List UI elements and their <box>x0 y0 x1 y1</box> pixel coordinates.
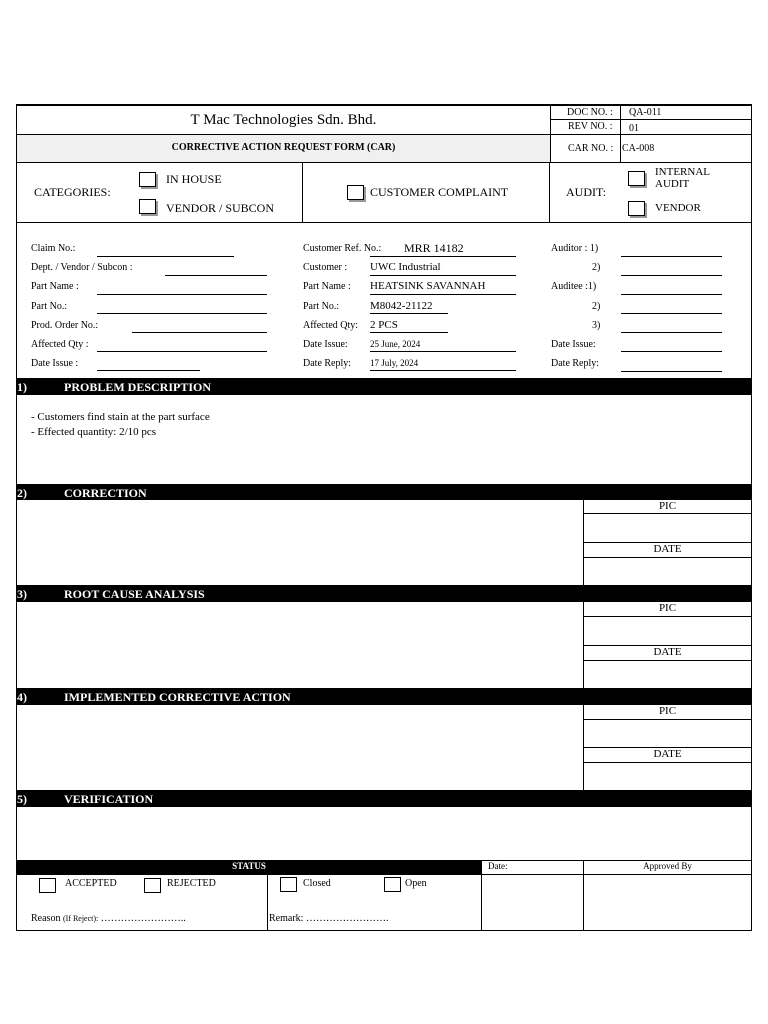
vendor-audit-label: VENDOR <box>655 202 701 214</box>
internal-audit-label-2: AUDIT <box>655 178 690 190</box>
dept-field[interactable] <box>165 275 267 276</box>
prod-order-field[interactable] <box>132 332 267 333</box>
root-cause-pic-field[interactable] <box>584 617 751 645</box>
in-house-label: IN HOUSE <box>166 172 222 186</box>
audit-date-issue-label: Date Issue: <box>551 339 596 350</box>
problem-line-1: - Customers find stain at the part surface <box>31 411 210 423</box>
customer-complaint-checkbox[interactable] <box>347 185 364 200</box>
doc-no-value: QA-011 <box>629 107 662 118</box>
auditee-2-label: 2) <box>592 301 601 312</box>
dept-label: Dept. / Vendor / Subcon : <box>31 262 133 273</box>
corrective-action-pic-field[interactable] <box>584 720 751 747</box>
status-date-field[interactable] <box>482 875 583 930</box>
audit-date-reply-label: Date Reply: <box>551 358 600 369</box>
auditor-1-field[interactable] <box>621 256 722 257</box>
part-no-field[interactable] <box>97 313 267 314</box>
closed-label: Closed <box>303 878 331 889</box>
part-name-label-2: Part Name : <box>303 281 351 292</box>
corrective-action-pic-label: PIC <box>658 705 677 717</box>
customer-value: UWC Industrial <box>370 261 441 273</box>
section-5-number: 5) <box>17 792 27 806</box>
root-cause-date-field[interactable] <box>584 661 751 688</box>
closed-checkbox[interactable] <box>280 877 297 892</box>
correction-pic-label: PIC <box>658 500 677 512</box>
rev-no-value: 01 <box>629 123 639 134</box>
car-no-value: CA-008 <box>622 143 655 154</box>
auditor-2-label: 2) <box>592 262 601 273</box>
auditee-3-label: 3) <box>592 320 601 331</box>
status-header: STATUS <box>232 861 266 871</box>
rejected-checkbox[interactable] <box>144 878 161 893</box>
part-no-label-2: Part No.: <box>303 301 340 312</box>
prod-order-label: Prod. Order No.: <box>31 320 99 331</box>
audit-date-issue-field[interactable] <box>621 351 722 352</box>
vendor-subcon-label: VENDOR / SUBCON <box>166 201 275 215</box>
affected-qty-field[interactable] <box>97 351 267 352</box>
approved-by-label: Approved By <box>643 861 692 871</box>
reason-label: Reason (If Reject): …………………….. <box>31 913 186 924</box>
part-name-value: HEATSINK SAVANNAH <box>370 280 486 292</box>
section-5-title: VERIFICATION <box>64 792 154 806</box>
affected-qty-label: Affected Qty : <box>31 339 89 350</box>
section-3-number: 3) <box>17 587 27 601</box>
auditee-label: Auditee :1) <box>551 281 597 292</box>
claim-no-label: Claim No.: <box>31 243 76 254</box>
section-1-title: PROBLEM DESCRIPTION <box>64 380 212 394</box>
section-verification <box>16 790 752 807</box>
open-label: Open <box>405 878 427 889</box>
correction-textarea[interactable] <box>17 500 583 585</box>
rev-no-label: REV NO. : <box>568 121 613 132</box>
in-house-checkbox[interactable] <box>139 172 156 187</box>
internal-audit-label-1: INTERNAL <box>655 166 710 178</box>
section-problem-description <box>16 378 752 395</box>
vendor-subcon-checkbox[interactable] <box>139 199 156 214</box>
section-1-number: 1) <box>17 380 27 394</box>
accepted-label: ACCEPTED <box>65 878 117 889</box>
customer-ref-label: Customer Ref. No.: <box>303 243 382 254</box>
part-no-value: M8042-21122 <box>370 300 433 312</box>
approved-by-field[interactable] <box>584 875 751 930</box>
status-date-label: Date: <box>488 861 508 871</box>
affected-qty-value: 2 PCS <box>370 319 398 331</box>
frame-bottom <box>16 930 752 931</box>
internal-audit-checkbox[interactable] <box>628 171 645 186</box>
date-issue-value: 25 June, 2024 <box>370 339 421 349</box>
correction-date-label: DATE <box>653 543 682 555</box>
accepted-checkbox[interactable] <box>39 878 56 893</box>
open-checkbox[interactable] <box>384 877 401 892</box>
root-cause-textarea[interactable] <box>17 602 583 688</box>
company-name: T Mac Technologies Sdn. Bhd. <box>190 112 377 128</box>
frame-top <box>16 104 752 106</box>
claim-no-field[interactable] <box>97 256 234 257</box>
date-issue-field[interactable] <box>97 370 200 371</box>
date-reply-label: Date Reply: <box>303 358 352 369</box>
customer-label: Customer : <box>303 262 348 273</box>
rejected-label: REJECTED <box>167 878 216 889</box>
customer-complaint-label: CUSTOMER COMPLAINT <box>370 185 509 199</box>
section-root-cause <box>16 585 752 602</box>
audit-label: AUDIT: <box>566 185 607 199</box>
vendor-audit-checkbox[interactable] <box>628 201 645 216</box>
auditor-label: Auditor : 1) <box>551 243 599 254</box>
section-3-title: ROOT CAUSE ANALYSIS <box>64 587 205 601</box>
doc-no-label: DOC NO. : <box>567 107 613 118</box>
customer-ref-value: MRR 14182 <box>404 241 464 255</box>
part-name-label: Part Name : <box>31 281 79 292</box>
car-no-label: CAR NO. : <box>568 143 614 154</box>
section-2-number: 2) <box>17 486 27 500</box>
date-reply-value: 17 July, 2024 <box>370 358 419 368</box>
section-4-title: IMPLEMENTED CORRECTIVE ACTION <box>64 690 291 704</box>
corrective-action-date-label: DATE <box>653 748 682 760</box>
auditor-2-field[interactable] <box>621 275 722 276</box>
root-cause-date-label: DATE <box>653 646 682 658</box>
root-cause-pic-label: PIC <box>658 602 677 614</box>
correction-pic-field[interactable] <box>584 514 751 542</box>
corrective-action-textarea[interactable] <box>17 705 583 790</box>
corrective-action-date-field[interactable] <box>584 763 751 790</box>
affected-qty-label-2: Affected Qty: <box>303 320 359 331</box>
correction-date-field[interactable] <box>584 558 751 585</box>
part-no-label: Part No.: <box>31 301 68 312</box>
part-name-field[interactable] <box>97 294 267 295</box>
categories-label: CATEGORIES: <box>34 185 111 199</box>
problem-line-2: - Effected quantity: 2/10 pcs <box>31 426 157 438</box>
form-title: CORRECTIVE ACTION REQUEST FORM (CAR) <box>171 142 396 153</box>
section-correction <box>16 484 752 500</box>
date-issue-label-2: Date Issue: <box>303 339 348 350</box>
section-2-title: CORRECTION <box>64 486 147 500</box>
auditee-1-field[interactable] <box>621 294 722 295</box>
auditee-3-field[interactable] <box>621 332 722 333</box>
date-issue-label: Date Issue : <box>31 358 79 369</box>
audit-date-reply-field[interactable] <box>621 371 722 372</box>
verification-textarea[interactable] <box>17 807 751 860</box>
remark-label: Remark: ……………………. <box>269 913 389 924</box>
section-corrective-action <box>16 688 752 705</box>
section-4-number: 4) <box>17 690 27 704</box>
auditee-2-field[interactable] <box>621 313 722 314</box>
